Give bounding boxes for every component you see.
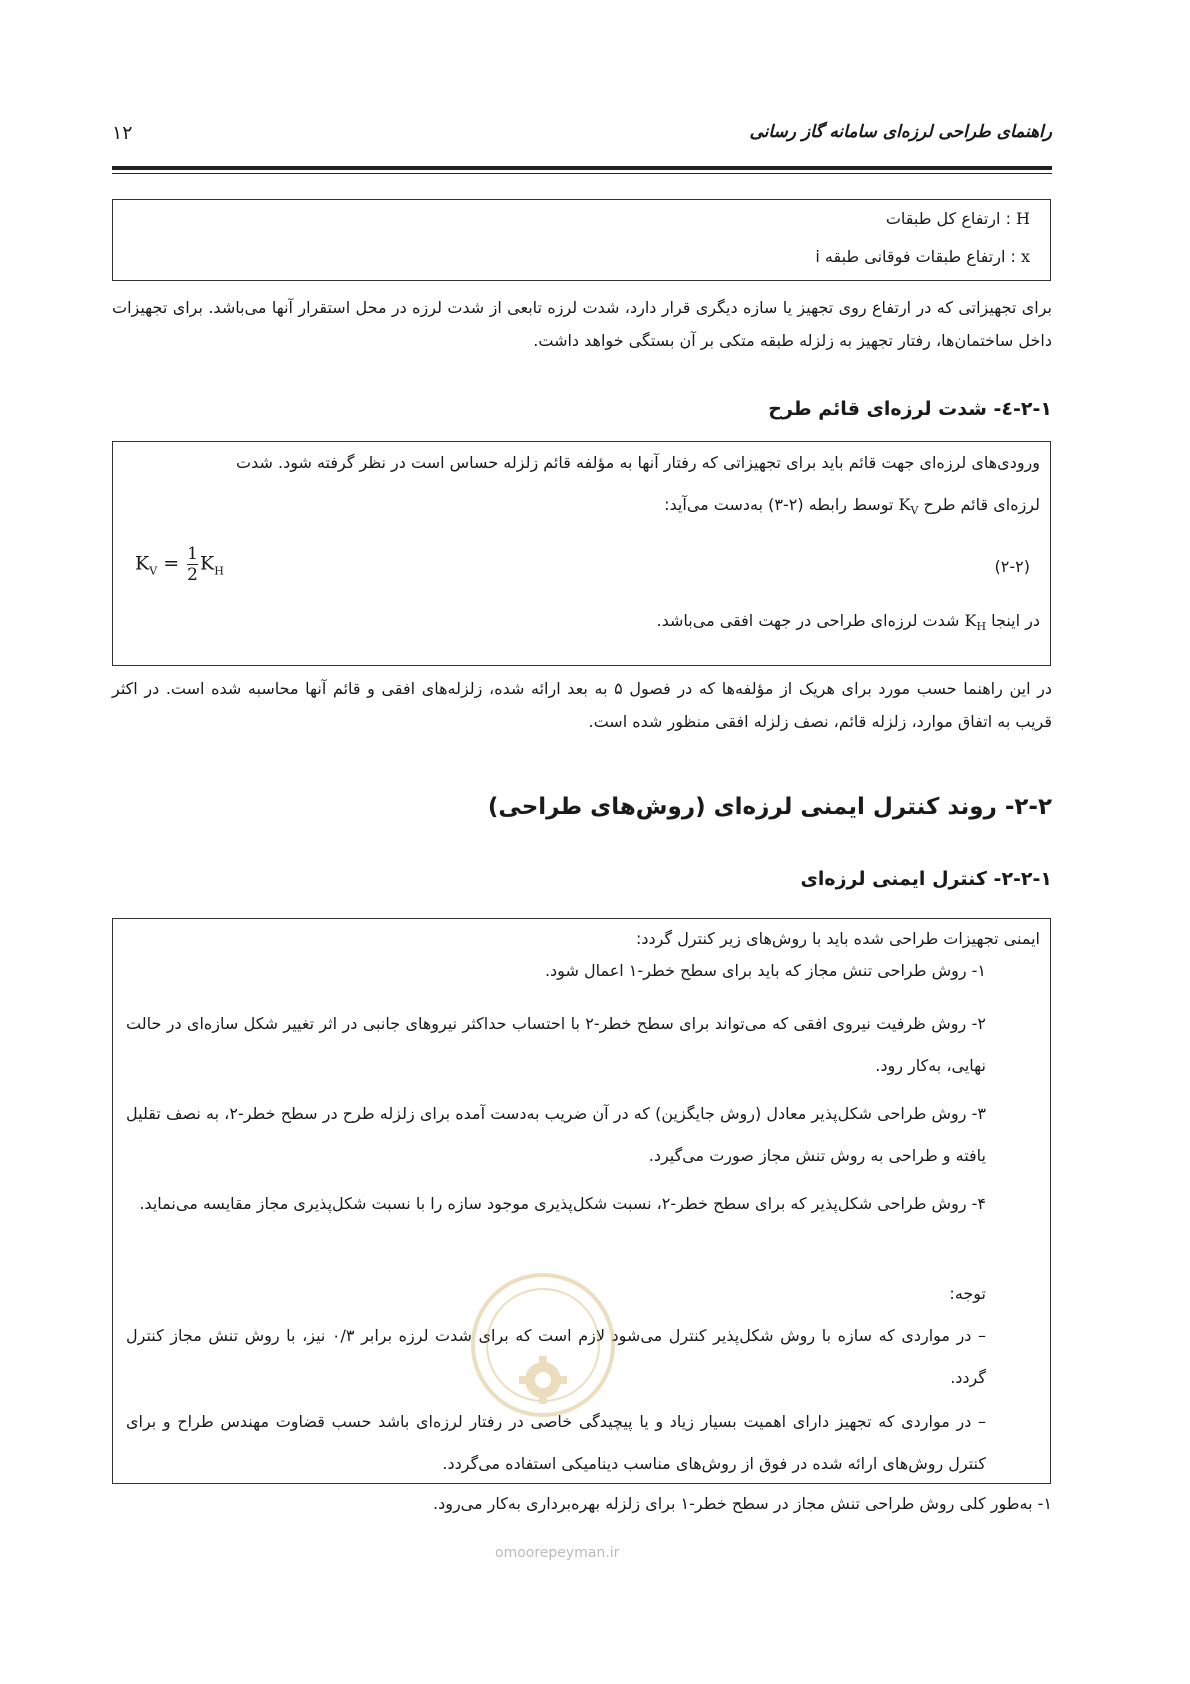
method-item-3: ۳- روش طراحی شکل‌پذیر معادل (روش جایگزین) که در آن ضریب به‌دست آمده برای زلزله طرح در سطح خطر-۲، به نصف تقلیل یافته و طراحی به روش تنش مجاز صورت می‌گیرد. <box>126 1104 987 1165</box>
box-text-2b: توسط رابطه (۲-۳) به‌دست می‌آید: <box>664 495 894 514</box>
box-text-2a: لرزه‌ای قائم طرح <box>923 495 1040 514</box>
definition-separator: : <box>1010 247 1016 266</box>
box-text-3 <box>657 610 1040 638</box>
note-1: – در مواردی که سازه با روش شکل‌پذیر کنترل می‌شود لازم است که برای شدت لرزه برابر ۰/۳ نیز، با روش تنش مجاز کنترل گردد. <box>126 1326 986 1387</box>
box-text-1: ورودی‌های لرزه‌ای جهت قائم باید برای تجهیزاتی که رفتار آنها به مؤلفه قائم زلزله حساس است در نظر گرفته شود. شدت <box>236 453 1040 472</box>
definitions-box <box>112 199 1051 281</box>
kh-symbol: $K_H$ <box>964 611 987 634</box>
header-rule-thin <box>112 173 1052 174</box>
running-title: راهنمای طراحی لرزه‌ای سامانه گاز رسانی <box>749 122 1052 142</box>
section-heading-2-1-4: ۲-۱-٤- شدت لرزه‌ای قائم طرح <box>768 398 1052 420</box>
page-header <box>112 122 1052 150</box>
definition-symbol: x <box>1020 247 1030 266</box>
fraction: $\frac{1}{2}$ <box>187 544 198 585</box>
definition-symbol: H <box>1016 209 1030 228</box>
page-number: ۱۲ <box>112 122 133 144</box>
note-2: – در مواردی که تجهیز دارای اهمیت بسیار زیاد و یا پیچیدگی خاصی در رفتار لرزه‌ای باشد حسب قضاوت مهندس طراح و برای کنترل روش‌های ارائه شده در فوق از روش‌های مناسب دینامیکی استفاده می‌گردد. <box>126 1412 986 1473</box>
footnote: ۱- به‌طور کلی روش طراحی تنش مجاز در سطح خطر-۱ برای زلزله بهره‌برداری به‌کار می‌رود. <box>433 1494 1052 1513</box>
section-heading-2-2-1: ۲-۲-۱- کنترل ایمنی لرزه‌ای <box>800 868 1052 890</box>
box-text-3b: شدت لرزه‌ای طراحی در جهت افقی می‌باشد. <box>656 611 960 630</box>
intro-paragraph: برای تجهیزاتی که در ارتفاع روی تجهیز یا سازه دیگری قرار دارد، شدت لرزه تابعی از شدت لرزه در محل استقرار آنها می‌باشد. برای تجهیزات داخل ساختمان‌ها، رفتار تجهیز به زلزله طبقه متکی بر آن بستگی خواهد داشت. <box>112 298 1052 350</box>
header-rule-thick <box>112 166 1052 170</box>
definition-separator: : <box>1005 209 1011 228</box>
watermark-url: omoorepeyman.ir <box>495 1545 620 1561</box>
definition-row <box>886 208 1030 230</box>
vertical-intensity-box <box>112 441 1051 666</box>
equation: $K_V$ = $\frac{1}{2}$ $K_H$ <box>135 544 224 585</box>
definition-row <box>815 246 1030 268</box>
method-item-2: ۲- روش ظرفیت نیروی افقی که می‌تواند برای سطح خطر-۲ با احتساب حداکثر نیروهای جانبی در اثر تغییر شکل سازه‌ای در حالت نهایی، به‌کار رود. <box>126 1014 986 1075</box>
box-text-3a: در اینجا <box>991 611 1040 630</box>
method-item-1: ۱- روش طراحی تنش مجاز که باید برای سطح خطر-۱ اعمال شود. <box>544 961 986 980</box>
box-intro: ایمنی تجهیزات طراحی شده باید با روش‌های زیر کنترل گردد: <box>636 929 1040 948</box>
equation-number: (۲-۲) <box>994 557 1030 576</box>
definition-text: ارتفاع طبقات فوقانی طبقه i <box>815 247 1006 266</box>
watermark-seal-icon <box>468 1270 618 1420</box>
method-item-4: ۴- روش طراحی شکل‌پذیر که برای سطح خطر-۲، نسبت شکل‌پذیری موجود سازه را با نسبت شکل‌پذیری مجاز مقایسه می‌نماید. <box>139 1194 986 1213</box>
section-heading-2-2: ۲-۲- روند کنترل ایمنی لرزه‌ای (روش‌های طراحی) <box>487 794 1052 820</box>
note-label: توجه: <box>949 1284 986 1303</box>
kv-symbol: $K_V$ <box>898 495 919 518</box>
box-text-2 <box>664 494 1040 522</box>
section-2-1-4-paragraph: در این راهنما حسب مورد برای هریک از مؤلفه‌ها که در فصول ۵ به بعد ارائه شده، زلزله‌های افقی و قائم آنها محاسبه شده است. در اکثر قریب به اتفاق موارد، زلزله قائم، نصف زلزله افقی منظور شده است. <box>112 679 1053 731</box>
definition-text: ارتفاع کل طبقات <box>885 209 1001 228</box>
